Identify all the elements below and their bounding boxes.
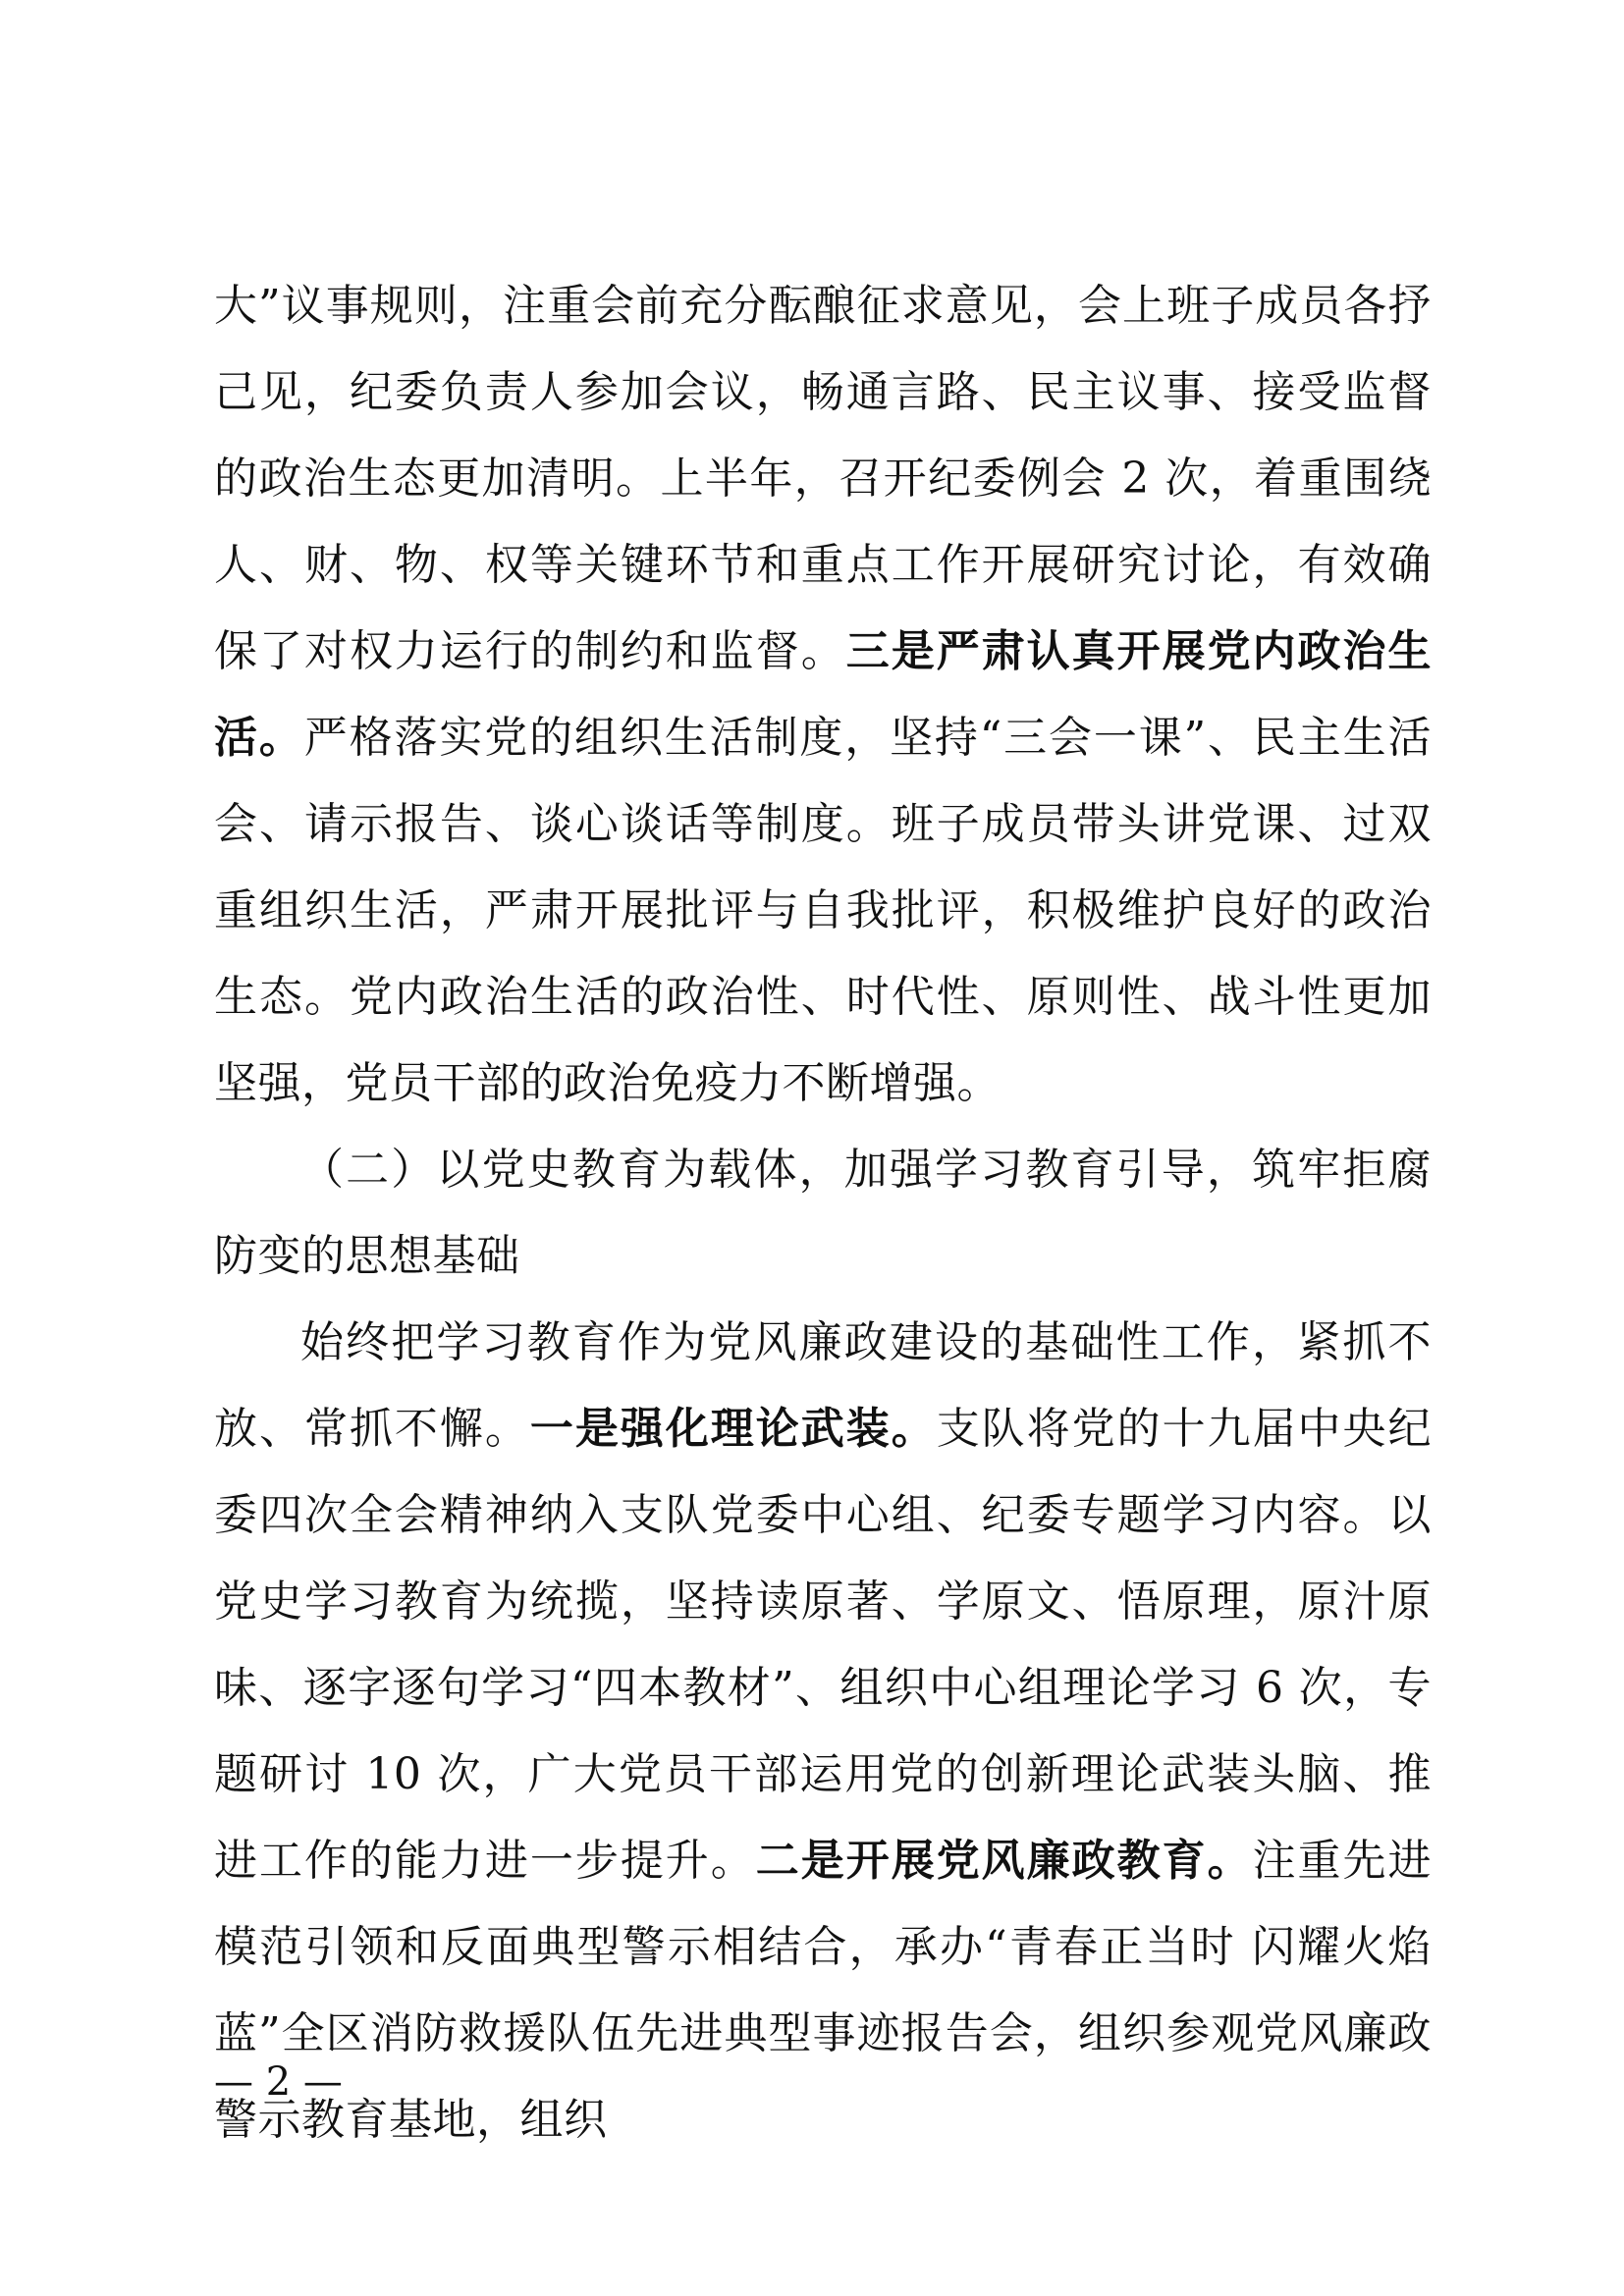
bold-point-1: 一是强化理论武装。: [529, 1404, 937, 1454]
text-segment: 始终把学习教育作为党风廉政建设的基础性工作，紧抓不放、常抓不懈。: [214, 1317, 1432, 1454]
text-segment: 大”议事规则，注重会前充分酝酿征求意见，会上班子成员各抒己见，纪委负责人参加会议，畅通言路、民主议事、接受监督的政治生态更加清明。上半年，召开纪委例会 2 次，着重围绕人、财、物、权等关键环节和重点工作开展研究讨论，有效确保了对权力运行的制约和监督。: [214, 281, 1432, 676]
bold-point-2: 二是开展党风廉政教育。: [755, 1836, 1253, 1886]
text-segment: 严格落实党的组织生活制度，坚持“三会一课”、民主生活会、请示报告、谈心谈话等制度。班子成员带头讲党课、过双重组织生活，严肃开展批评与自我批评，积极维护良好的政治生态。党内政治生活的政治性、时代性、原则性、战斗性更加坚强，党员干部的政治免疫力不断增强。: [214, 713, 1432, 1108]
section-heading-2: （二）以党史教育为载体，加强学习教育引导，筑牢拒腐防变的思想基础: [214, 1145, 1432, 1281]
text-segment: 支队将党的十九届中央纪委四次全会精神纳入支队党委中心组、纪委专题学习内容。以党史学习教育为统揽，坚持读原著、学原文、悟原理，原汁原味、逐字逐句学习“四本教材”、组织中心组理论学习 6 次，专题研讨 10 次，广大党员干部运用党的创新理论武装头脑、推进工作的能力进一步提升。: [214, 1404, 1433, 1886]
page-number: — 2 —: [214, 2059, 343, 2105]
document-body: [214, 263, 1432, 2163]
paragraph-continued: [214, 263, 1432, 1127]
text-segment: 注重先进模范引领和反面典型警示相结合，承办“青春正当时 闪耀火焰蓝”全区消防救援队伍先进典型事迹报告会，组织参观党风廉政警示教育基地，组织: [214, 1836, 1433, 2145]
paragraph-study-education: [214, 1300, 1432, 2163]
bold-point-3: 三是严肃认真开展党内政治生活。: [214, 626, 1433, 763]
